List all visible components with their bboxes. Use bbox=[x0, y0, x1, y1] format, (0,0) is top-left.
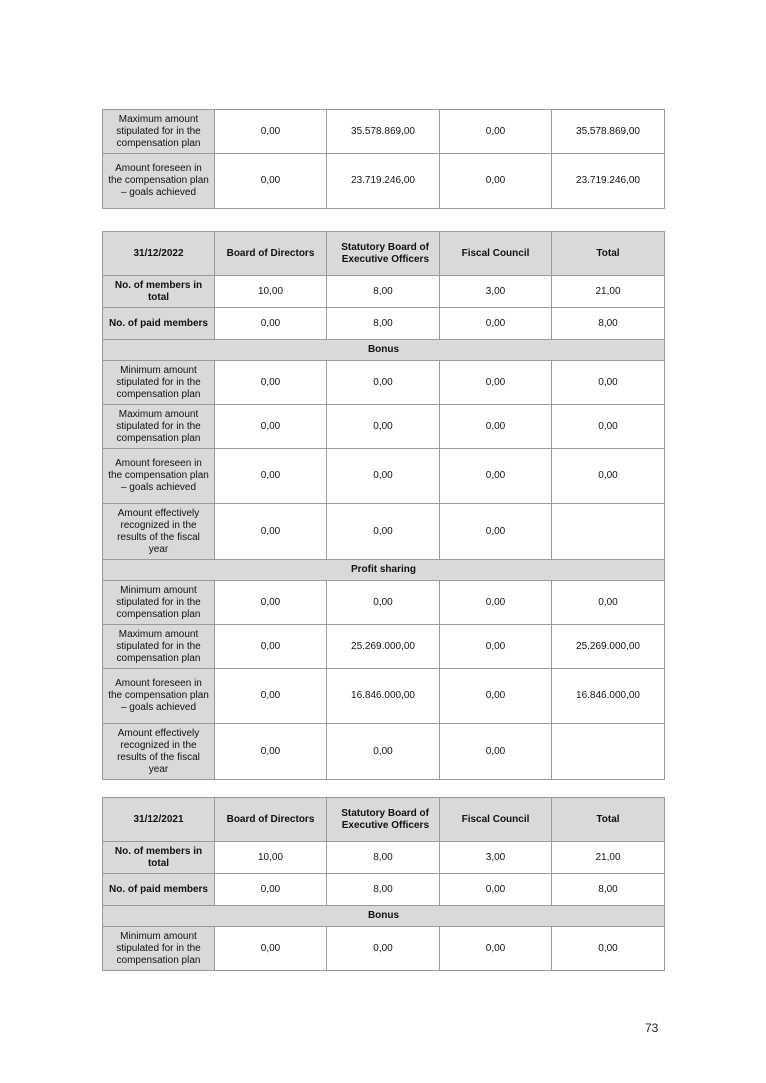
cell-fiscal: 0,00 bbox=[440, 449, 552, 504]
cell-board: 0,00 bbox=[215, 669, 327, 724]
cell-statutory: 8,00 bbox=[327, 276, 440, 308]
header-statutory-board bbox=[327, 798, 440, 842]
section-row bbox=[103, 906, 665, 927]
cell-fiscal: 0,00 bbox=[440, 625, 552, 669]
cell-total: 23.719.246,00 bbox=[552, 154, 665, 209]
cell-statutory: 23.719.246,00 bbox=[327, 154, 440, 209]
row-label: Amount effectively recognized in the results of the fiscal year bbox=[103, 504, 215, 560]
cell-total: 35.578.869,00 bbox=[552, 110, 665, 154]
header-row bbox=[103, 232, 665, 276]
cell-statutory: 0,00 bbox=[327, 927, 440, 971]
row-label: No. of members in total bbox=[103, 276, 215, 308]
row-label: No. of members in total bbox=[103, 842, 215, 874]
cell-fiscal: 0,00 bbox=[440, 874, 552, 906]
row-label: No. of paid members bbox=[103, 308, 215, 340]
table-row bbox=[103, 361, 665, 405]
header-total: Total bbox=[552, 232, 665, 276]
section-title-bonus: Bonus bbox=[103, 906, 665, 927]
cell-board: 10,00 bbox=[215, 276, 327, 308]
members-paid-row bbox=[103, 874, 665, 906]
cell-fiscal: 0,00 bbox=[440, 405, 552, 449]
cell-board: 0,00 bbox=[215, 308, 327, 340]
cell-total: 16.846.000,00 bbox=[552, 669, 665, 724]
cell-board: 0,00 bbox=[215, 581, 327, 625]
cell-total: 8,00 bbox=[552, 308, 665, 340]
cell-board: 0,00 bbox=[215, 724, 327, 780]
cell-fiscal: 0,00 bbox=[440, 110, 552, 154]
table-row bbox=[103, 154, 665, 209]
row-label: Maximum amount stipulated for in the compensation plan bbox=[103, 625, 215, 669]
header-date: 31/12/2022 bbox=[103, 232, 215, 276]
cell-fiscal: 0,00 bbox=[440, 927, 552, 971]
cell-board: 0,00 bbox=[215, 110, 327, 154]
cell-board: 0,00 bbox=[215, 504, 327, 560]
cell-statutory: 0,00 bbox=[327, 581, 440, 625]
cell-total: 0,00 bbox=[552, 449, 665, 504]
cell-board: 0,00 bbox=[215, 405, 327, 449]
header-fiscal-council: Fiscal Council bbox=[440, 798, 552, 842]
cell-total bbox=[552, 504, 665, 560]
compensation-table-continued bbox=[102, 109, 665, 209]
table-row bbox=[103, 405, 665, 449]
row-label: Minimum amount stipulated for in the compensation plan bbox=[103, 927, 215, 971]
cell-total: 0,00 bbox=[552, 581, 665, 625]
cell-fiscal: 0,00 bbox=[440, 581, 552, 625]
cell-total: 0,00 bbox=[552, 927, 665, 971]
cell-statutory: 8,00 bbox=[327, 842, 440, 874]
cell-board: 0,00 bbox=[215, 361, 327, 405]
members-total-row bbox=[103, 276, 665, 308]
cell-fiscal: 0,00 bbox=[440, 504, 552, 560]
cell-board: 0,00 bbox=[215, 927, 327, 971]
cell-total: 0,00 bbox=[552, 361, 665, 405]
cell-board: 0,00 bbox=[215, 154, 327, 209]
section-row bbox=[103, 340, 665, 361]
compensation-table-2022 bbox=[102, 231, 665, 780]
header-board-of-directors: Board of Directors bbox=[215, 232, 327, 276]
cell-fiscal: 3,00 bbox=[440, 276, 552, 308]
cell-board: 10,00 bbox=[215, 842, 327, 874]
cell-total bbox=[552, 724, 665, 780]
cell-fiscal: 0,00 bbox=[440, 154, 552, 209]
cell-fiscal: 0,00 bbox=[440, 361, 552, 405]
section-title-bonus: Bonus bbox=[103, 340, 665, 361]
members-paid-row bbox=[103, 308, 665, 340]
cell-statutory: 0,00 bbox=[327, 449, 440, 504]
header-statutory-board-label: Statutory Board of Executive Officers bbox=[341, 807, 429, 831]
cell-total: 21,00 bbox=[552, 276, 665, 308]
header-statutory-board-label: Statutory Board of Executive Officers bbox=[341, 241, 429, 265]
table-row bbox=[103, 581, 665, 625]
cell-statutory: 0,00 bbox=[327, 405, 440, 449]
row-label: Minimum amount stipulated for in the compensation plan bbox=[103, 361, 215, 405]
header-date: 31/12/2021 bbox=[103, 798, 215, 842]
row-label: Maximum amount stipulated for in the compensation plan bbox=[103, 110, 215, 154]
row-label: Maximum amount stipulated for in the compensation plan bbox=[103, 405, 215, 449]
cell-total: 8,00 bbox=[552, 874, 665, 906]
cell-statutory: 0,00 bbox=[327, 361, 440, 405]
page-number: 73 bbox=[645, 1021, 659, 1035]
cell-fiscal: 3,00 bbox=[440, 842, 552, 874]
cell-total: 0,00 bbox=[552, 405, 665, 449]
row-label: Amount effectively recognized in the results of the fiscal year bbox=[103, 724, 215, 780]
row-label: Amount foreseen in the compensation plan – goals achieved bbox=[103, 154, 215, 209]
cell-statutory: 0,00 bbox=[327, 724, 440, 780]
table-row bbox=[103, 669, 665, 724]
row-label: Minimum amount stipulated for in the compensation plan bbox=[103, 581, 215, 625]
table-row bbox=[103, 724, 665, 780]
compensation-table-2021 bbox=[102, 797, 665, 971]
table-row bbox=[103, 625, 665, 669]
section-title-profit-sharing: Profit sharing bbox=[103, 560, 665, 581]
table-row bbox=[103, 504, 665, 560]
cell-board: 0,00 bbox=[215, 874, 327, 906]
cell-statutory: 16.846.000,00 bbox=[327, 669, 440, 724]
header-fiscal-council: Fiscal Council bbox=[440, 232, 552, 276]
members-total-row bbox=[103, 842, 665, 874]
header-statutory-board bbox=[327, 232, 440, 276]
cell-statutory: 8,00 bbox=[327, 308, 440, 340]
cell-board: 0,00 bbox=[215, 625, 327, 669]
header-board-of-directors: Board of Directors bbox=[215, 798, 327, 842]
section-row bbox=[103, 560, 665, 581]
header-total: Total bbox=[552, 798, 665, 842]
table-row bbox=[103, 110, 665, 154]
cell-statutory: 25.269.000,00 bbox=[327, 625, 440, 669]
row-label: Amount foreseen in the compensation plan – goals achieved bbox=[103, 669, 215, 724]
cell-total: 21,00 bbox=[552, 842, 665, 874]
row-label: No. of paid members bbox=[103, 874, 215, 906]
row-label: Amount foreseen in the compensation plan – goals achieved bbox=[103, 449, 215, 504]
cell-fiscal: 0,00 bbox=[440, 669, 552, 724]
table-row bbox=[103, 927, 665, 971]
cell-board: 0,00 bbox=[215, 449, 327, 504]
cell-fiscal: 0,00 bbox=[440, 724, 552, 780]
cell-statutory: 35.578.869,00 bbox=[327, 110, 440, 154]
cell-statutory: 8,00 bbox=[327, 874, 440, 906]
cell-fiscal: 0,00 bbox=[440, 308, 552, 340]
cell-statutory: 0,00 bbox=[327, 504, 440, 560]
header-row bbox=[103, 798, 665, 842]
table-row bbox=[103, 449, 665, 504]
cell-total: 25.269.000,00 bbox=[552, 625, 665, 669]
